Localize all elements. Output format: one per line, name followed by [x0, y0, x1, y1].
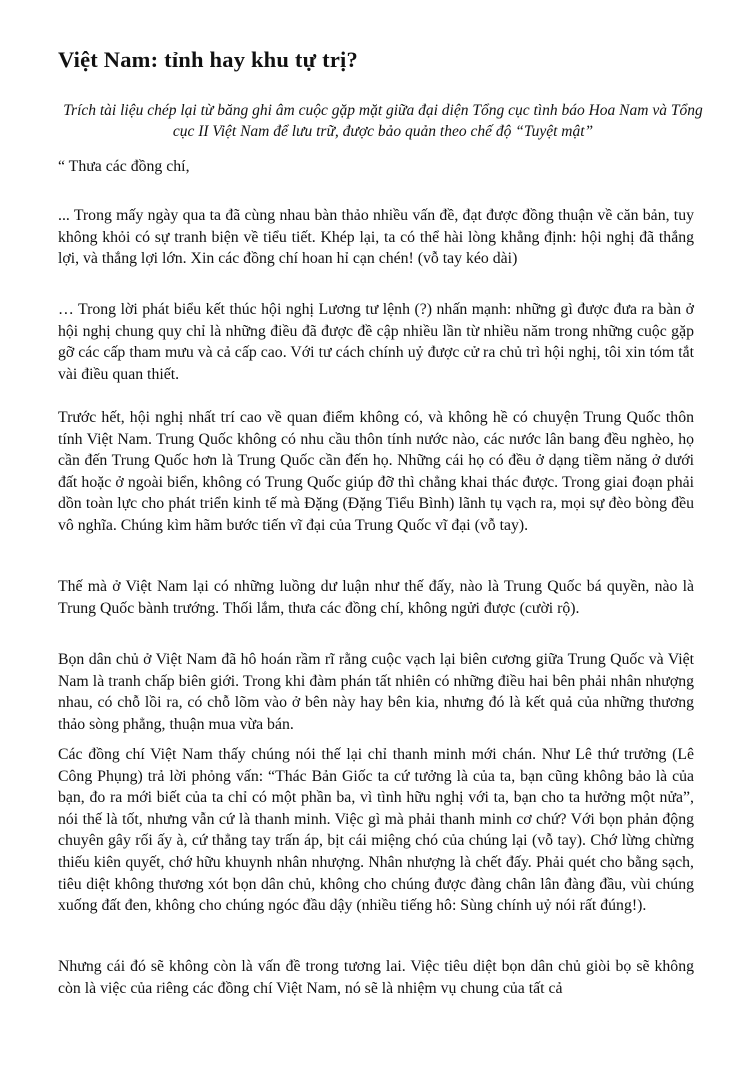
- paragraph: … Trong lời phát biểu kết thúc hội nghị Lương tư lệnh (?) nhấn mạnh: những gì được đưa ra bàn ở hội nghị chung quy chỉ là những điều đã được đề cập nhiều lần từ nhiều năm trong những cuộc gặp gỡ các cấp tham mưu và cả cấp cao. Với tư cách chính uỷ được cử ra chủ trì hội nghị, tôi xin tóm tắt vài điều quan thiết.: [58, 301, 694, 383]
- paragraph: Các đồng chí Việt Nam thấy chúng nói thế lại chỉ thanh minh mới chán. Như Lê thứ trưởng (Lê Công Phụng) trả lời phỏng vấn: “Thác Bản Giốc ta cứ tưởng là của ta, bạn cũng không bảo là của bạn, đo ra mới biết của ta chỉ có một phần ba, vì tình hữu nghị với ta, bạn cho ta hưởng một nửa”, nói thế là tốt, nhưng vẫn cứ là thanh minh. Việc gì mà phải thanh minh cơ chứ? Với bọn phản động chuyên gây rối ấy à, cứ thẳng tay trấn áp, bịt cái miệng chó của chúng lại (vỗ tay). Chớ lừng chừng thiếu kiên quyết, chớ hữu khuynh nhân nhượng. Nhân nhượng là chết đấy. Phải quét cho bằng sạch, tiêu diệt không thương xót bọn dân chủ, không cho chúng được đàng chân lân đàng đầu, vùi chúng xuống đất đen, không cho chúng ngóc đầu dậy (nhiều tiếng hô: Sùng chính uỷ nói rất đúng!).: [58, 746, 694, 915]
- paragraph: Thế mà ở Việt Nam lại có những luồng dư luận như thế đấy, nào là Trung Quốc bá quyền, nào là Trung Quốc bành trướng. Thối lắm, thưa các đồng chí, không ngửi được (cười rộ).: [58, 578, 694, 617]
- greeting: “ Thưa các đồng chí,: [58, 158, 190, 175]
- paragraph: Trước hết, hội nghị nhất trí cao về quan điểm không có, và không hề có chuyện Trung Quốc thôn tính Việt Nam. Trung Quốc không có nhu cầu thôn tính nước nào, các nước lân bang đều nghèo, họ cần đến Trung Quốc hơn là Trung Quốc cần đến họ. Những cái họ có đều ở dạng tiềm năng ở dưới đất hoặc ở ngoài biển, không có Trung Quốc giúp đỡ thì chẳng khai thác được. Trong giai đoạn phải dồn toàn lực cho phát triển kinh tế mà Đặng (Đặng Tiểu Bình) lãnh tụ vạch ra, mọi sự đèo bòng đều vô nghĩa. Chúng kìm hãm bước tiến vĩ đại của Trung Quốc vĩ đại (vỗ tay).: [58, 409, 694, 534]
- page-title: Việt Nam: tỉnh hay khu tự trị?: [58, 47, 358, 72]
- paragraph: Nhưng cái đó sẽ không còn là vấn đề trong tương lai. Việc tiêu diệt bọn dân chủ giòi bọ sẽ không còn là việc của riêng các đồng chí Việt Nam, nó sẽ là nhiệm vụ chung của tất cả: [58, 958, 694, 997]
- paragraph: ... Trong mấy ngày qua ta đã cùng nhau bàn thảo nhiều vấn đề, đạt được đồng thuận về căn bản, tuy không khỏi có sự tranh biện về tiểu tiết. Khép lại, ta có thể hài lòng khẳng định: hội nghị đã thắng lợi, và thắng lợi lớn. Xin các đồng chí hoan hỉ cạn chén! (vỗ tay kéo dài): [58, 207, 694, 268]
- paragraph: Bọn dân chủ ở Việt Nam đã hô hoán rầm rĩ rằng cuộc vạch lại biên cương giữa Trung Quốc và Việt Nam là tranh chấp biên giới. Trong khi đàm phán tất nhiên có những điều hai bên phải nhân nhượng nhau, có chỗ lồi ra, có chỗ lõm vào ở bên này hay bên kia, nhưng đó là kết quả của những thương thảo sòng phẳng, thuận mua vừa bán.: [58, 651, 694, 733]
- source-note: Trích tài liệu chép lại từ băng ghi âm cuộc gặp mặt giữa đại diện Tổng cục tình báo Hoa Nam và Tổng cục II Việt Nam để lưu trữ, được bảo quản theo chế độ “Tuyệt mật”: [63, 102, 703, 140]
